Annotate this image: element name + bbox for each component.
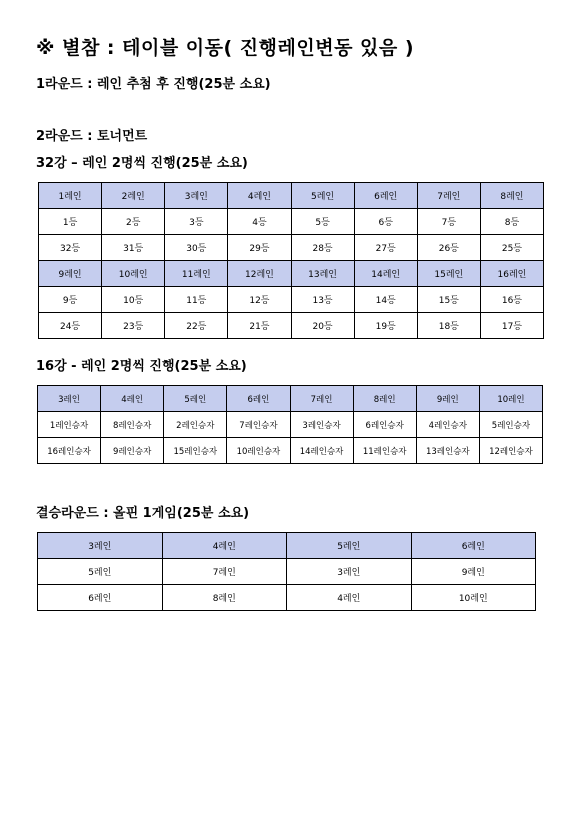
table-cell: 11레인승자 <box>353 438 416 464</box>
table-cell: 15레인 <box>417 261 480 287</box>
table-cell: 26등 <box>417 235 480 261</box>
table-row <box>38 533 536 559</box>
table-cell: 14레인 <box>354 261 417 287</box>
table-cell: 12레인승자 <box>479 438 542 464</box>
table-cell: 7레인 <box>162 559 287 585</box>
table-row <box>39 209 544 235</box>
table-cell: 15등 <box>417 287 480 313</box>
table-cell: 4레인 <box>287 585 412 611</box>
table-row <box>38 412 543 438</box>
table-cell: 9레인승자 <box>101 438 164 464</box>
round16-heading: 16강 - 레인 2명씩 진행(25분 소요) <box>36 359 247 374</box>
table-cell: 10레인승자 <box>227 438 290 464</box>
table-cell: 6레인승자 <box>353 412 416 438</box>
table-cell: 18등 <box>417 313 480 339</box>
table-cell: 9레인 <box>39 261 102 287</box>
table-cell: 8레인 <box>162 585 287 611</box>
table-cell: 27등 <box>354 235 417 261</box>
table-cell: 3등 <box>165 209 228 235</box>
table-row <box>38 585 536 611</box>
table-cell: 8레인 <box>480 183 543 209</box>
table-cell: 4레인 <box>162 533 287 559</box>
table-cell: 13레인 <box>291 261 354 287</box>
table-cell: 8레인 <box>353 386 416 412</box>
table-cell: 8등 <box>480 209 543 235</box>
table-cell: 3레인 <box>165 183 228 209</box>
table-cell: 12레인 <box>228 261 291 287</box>
table-cell: 10레인 <box>479 386 542 412</box>
table-cell: 2등 <box>102 209 165 235</box>
table-cell: 5레인 <box>164 386 227 412</box>
table-cell: 16등 <box>480 287 543 313</box>
final-table <box>37 532 536 611</box>
table-row <box>39 183 544 209</box>
table-cell: 4레인 <box>101 386 164 412</box>
round16-table <box>37 385 543 464</box>
table-row <box>38 559 536 585</box>
table-cell: 30등 <box>165 235 228 261</box>
table-cell: 25등 <box>480 235 543 261</box>
table-cell: 14레인승자 <box>290 438 353 464</box>
table-cell: 5레인 <box>38 559 163 585</box>
table-cell: 21등 <box>228 313 291 339</box>
table-cell: 23등 <box>102 313 165 339</box>
table-cell: 24등 <box>39 313 102 339</box>
table-row <box>39 235 544 261</box>
table-row <box>39 261 544 287</box>
table-cell: 6레인 <box>411 533 536 559</box>
table-cell: 7등 <box>417 209 480 235</box>
table-cell: 16레인승자 <box>38 438 101 464</box>
table-cell: 9레인 <box>411 559 536 585</box>
table-cell: 1등 <box>39 209 102 235</box>
table-cell: 31등 <box>102 235 165 261</box>
table-cell: 19등 <box>354 313 417 339</box>
table-cell: 16레인 <box>480 261 543 287</box>
table-cell: 13등 <box>291 287 354 313</box>
table-cell: 6레인 <box>38 585 163 611</box>
table-cell: 7레인 <box>417 183 480 209</box>
table-cell: 9레인 <box>416 386 479 412</box>
table-cell: 10등 <box>102 287 165 313</box>
table-cell: 20등 <box>291 313 354 339</box>
table-cell: 14등 <box>354 287 417 313</box>
table-cell: 17등 <box>480 313 543 339</box>
table-cell: 15레인승자 <box>164 438 227 464</box>
table-cell: 10레인 <box>102 261 165 287</box>
table-row <box>39 313 544 339</box>
table-cell: 1레인승자 <box>38 412 101 438</box>
table-cell: 3레인 <box>38 386 101 412</box>
table-cell: 3레인 <box>38 533 163 559</box>
table-cell: 4등 <box>228 209 291 235</box>
table-cell: 13레인승자 <box>416 438 479 464</box>
table-cell: 5레인 <box>291 183 354 209</box>
table-cell: 2레인승자 <box>164 412 227 438</box>
table-row <box>38 438 543 464</box>
table-cell: 7레인 <box>290 386 353 412</box>
table-cell: 9등 <box>39 287 102 313</box>
table-cell: 11레인 <box>165 261 228 287</box>
table-cell: 6등 <box>354 209 417 235</box>
table-cell: 10레인 <box>411 585 536 611</box>
table-cell: 6레인 <box>354 183 417 209</box>
round1-heading: 1라운드 : 레인 추첨 후 진행(25분 소요) <box>36 77 271 92</box>
table-cell: 3레인 <box>287 559 412 585</box>
table-cell: 22등 <box>165 313 228 339</box>
table-cell: 4레인 <box>228 183 291 209</box>
round32-table <box>38 182 544 339</box>
page-title: ※ 별참 : 테이블 이동( 진행레인변동 있음 ) <box>36 37 415 59</box>
table-cell: 12등 <box>228 287 291 313</box>
table-cell: 6레인 <box>227 386 290 412</box>
table-cell: 1레인 <box>39 183 102 209</box>
table-row <box>38 386 543 412</box>
table-cell: 2레인 <box>102 183 165 209</box>
table-cell: 7레인승자 <box>227 412 290 438</box>
table-cell: 5레인 <box>287 533 412 559</box>
table-cell: 3레인승자 <box>290 412 353 438</box>
table-cell: 8레인승자 <box>101 412 164 438</box>
table-cell: 11등 <box>165 287 228 313</box>
table-row <box>39 287 544 313</box>
round2-heading: 2라운드 : 토너먼트 <box>36 129 148 144</box>
table-cell: 32등 <box>39 235 102 261</box>
table-cell: 5레인승자 <box>479 412 542 438</box>
final-heading: 결승라운드 : 올핀 1게임(25분 소요) <box>36 506 250 521</box>
round32-heading: 32강 – 레인 2명씩 진행(25분 소요) <box>36 156 248 171</box>
table-cell: 29등 <box>228 235 291 261</box>
table-cell: 4레인승자 <box>416 412 479 438</box>
table-cell: 5등 <box>291 209 354 235</box>
table-cell: 28등 <box>291 235 354 261</box>
